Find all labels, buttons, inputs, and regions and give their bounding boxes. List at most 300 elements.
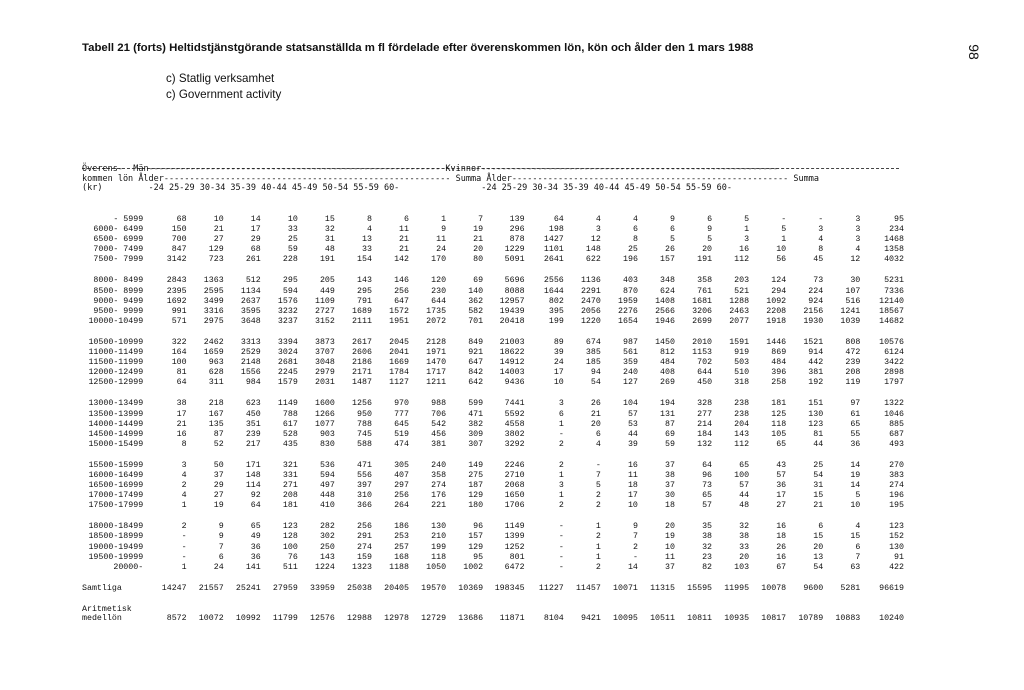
men-cell: 1077 <box>314 419 335 429</box>
men-cell: 8572 <box>166 614 187 624</box>
row-label: medellön <box>82 614 122 624</box>
men-cell: 180 <box>468 501 484 511</box>
women-cell: 82 <box>702 562 713 572</box>
women-cell: 4 <box>595 215 601 224</box>
men-cell: 4 <box>181 491 187 501</box>
men-sum-cell: 8088 <box>504 286 525 296</box>
women-cell: 1092 <box>766 296 787 306</box>
men-cell: 129 <box>468 542 484 552</box>
women-cell: 5 <box>855 491 861 501</box>
men-cell: 302 <box>319 532 335 542</box>
women-sum-cell: 270 <box>889 460 904 470</box>
women-cell: 73 <box>702 481 713 491</box>
men-cell: 10992 <box>235 614 261 624</box>
women-cell: 1 <box>781 235 787 245</box>
men-cell: 275 <box>468 470 484 480</box>
women-cell: 65 <box>776 439 787 449</box>
men-cell: 449 <box>319 286 335 296</box>
women-cell: 1644 <box>543 286 564 296</box>
row-label: 11000-11499 <box>88 348 144 358</box>
women-cell: 96 <box>702 470 713 480</box>
row-label: 8500- 8999 <box>93 286 144 296</box>
women-cell: 148 <box>585 245 601 255</box>
men-cell: 10 <box>213 215 224 224</box>
men-cell: 471 <box>357 460 372 470</box>
women-sum-cell: 6124 <box>884 348 904 358</box>
men-cell: 628 <box>208 368 224 378</box>
men-cell: 65 <box>250 522 261 532</box>
men-cell: 599 <box>468 399 484 409</box>
women-sum-cell: 5231 <box>884 276 904 286</box>
men-cell: 1002 <box>463 562 484 572</box>
men-cell: 17 <box>250 225 261 235</box>
women-cell: 395 <box>548 306 564 316</box>
men-sum-cell: 6472 <box>504 562 525 572</box>
women-sum-cell: 14682 <box>879 316 904 326</box>
women-cell: 3 <box>855 235 861 245</box>
men-cell: 3142 <box>166 255 187 265</box>
women-cell: 57 <box>702 501 713 511</box>
men-cell: 210 <box>431 532 447 542</box>
men-cell: 19 <box>473 225 484 235</box>
table-spacer <box>82 450 904 461</box>
women-cell: 25 <box>627 245 638 255</box>
men-cell: 250 <box>319 542 335 552</box>
women-cell: 1 <box>558 419 564 429</box>
men-cell: 2045 <box>389 337 410 347</box>
subtitle-swedish: c) Statlig verksamhet <box>166 72 275 85</box>
women-cell: 44 <box>739 491 750 501</box>
women-cell: 484 <box>660 358 675 368</box>
men-cell: 1211 <box>426 378 447 388</box>
women-cell: 4 <box>855 522 861 532</box>
women-cell: 38 <box>665 470 675 480</box>
men-cell: 135 <box>208 419 224 429</box>
table-row <box>82 378 904 388</box>
table-spacer <box>82 327 904 338</box>
women-cell: 55 <box>850 429 861 439</box>
women-cell: 17 <box>776 491 787 501</box>
men-sum-cell: 1229 <box>504 245 525 255</box>
table-row <box>82 430 904 440</box>
women-cell: 403 <box>622 276 638 286</box>
men-cell: 2681 <box>277 358 298 368</box>
women-cell: 59 <box>665 439 675 449</box>
women-sum-cell: 10240 <box>879 614 904 624</box>
men-cell: 3048 <box>314 358 335 368</box>
row-label: 19500-19999 <box>88 552 144 562</box>
women-cell: 9421 <box>580 614 601 624</box>
men-cell: 142 <box>394 255 410 265</box>
women-cell: 208 <box>845 368 861 378</box>
row-label: 15500-15999 <box>88 460 144 470</box>
women-sum-cell: 152 <box>889 532 904 542</box>
men-cell: 309 <box>468 429 484 439</box>
women-cell: - <box>558 562 564 572</box>
men-sum-cell: 1650 <box>504 491 525 501</box>
row-label: 13500-13999 <box>88 409 144 419</box>
men-cell: 170 <box>431 255 447 265</box>
table-row <box>82 307 904 317</box>
men-cell: 11799 <box>272 614 298 624</box>
women-cell: 131 <box>660 409 675 419</box>
men-cell: 59 <box>287 245 298 255</box>
women-cell: 10 <box>627 501 638 511</box>
women-cell: 1288 <box>729 296 750 306</box>
men-cell: 970 <box>394 399 410 409</box>
women-cell: 103 <box>734 562 750 572</box>
men-cell: 80 <box>473 255 484 265</box>
men-cell: 3 <box>181 460 187 470</box>
men-cell: 1 <box>181 501 187 511</box>
men-cell: 1224 <box>314 562 335 572</box>
women-cell: 10811 <box>687 614 713 624</box>
women-cell: 516 <box>845 296 861 306</box>
table-row <box>82 471 904 481</box>
women-cell: 396 <box>771 368 787 378</box>
men-cell: 647 <box>394 296 410 306</box>
women-cell: 11315 <box>650 583 675 593</box>
women-cell: 503 <box>734 358 750 368</box>
men-cell: 1572 <box>389 306 410 316</box>
women-cell: 6 <box>595 429 601 439</box>
women-cell: 31 <box>813 481 824 491</box>
women-cell: 26 <box>590 399 601 409</box>
row-label: 20000- <box>113 562 144 572</box>
women-cell: 130 <box>808 409 824 419</box>
men-cell: 33 <box>287 225 298 235</box>
men-cell: 12729 <box>421 614 447 624</box>
men-sum-cell: 9436 <box>504 378 525 388</box>
women-cell: 38 <box>739 532 750 542</box>
table-spacer <box>82 594 904 605</box>
men-cell: 1127 <box>389 378 410 388</box>
men-cell: 991 <box>171 306 187 316</box>
men-cell: 143 <box>319 552 335 562</box>
men-cell: 130 <box>431 522 447 532</box>
men-sum-cell: 296 <box>509 225 525 235</box>
men-cell: 310 <box>357 491 372 501</box>
women-cell: 240 <box>622 368 638 378</box>
women-cell: 1 <box>595 542 601 552</box>
men-cell: 128 <box>282 532 298 542</box>
men-sum-cell: 3292 <box>504 439 525 449</box>
men-cell: 3316 <box>203 306 224 316</box>
men-cell: 2128 <box>426 337 447 347</box>
women-cell: 45 <box>813 255 824 265</box>
men-cell: 1659 <box>203 348 224 358</box>
men-cell: 1266 <box>314 409 335 419</box>
women-cell: 919 <box>734 348 750 358</box>
women-cell: 224 <box>808 286 824 296</box>
men-cell: 37 <box>213 470 224 480</box>
men-cell: 307 <box>468 439 484 449</box>
men-cell: 68 <box>250 245 261 255</box>
women-cell: 204 <box>734 419 750 429</box>
men-sum-cell: 19439 <box>499 306 525 316</box>
women-cell: 23 <box>702 552 713 562</box>
table-row <box>82 297 904 307</box>
women-cell: 39 <box>553 348 564 358</box>
table-row <box>82 225 904 235</box>
men-sum-cell: 18622 <box>499 348 525 358</box>
men-cell: 407 <box>394 470 410 480</box>
men-cell: 2462 <box>203 337 224 347</box>
table-row <box>82 276 904 286</box>
women-cell: 63 <box>850 562 861 572</box>
header-women: Kvinnor <box>445 164 482 174</box>
women-sum-cell: 1358 <box>884 245 904 255</box>
women-sum-cell: 7336 <box>884 286 904 296</box>
men-cell: 2 <box>181 522 187 532</box>
women-cell: 1591 <box>729 337 750 347</box>
header-agreed-salary: Överens- <box>82 164 123 174</box>
men-cell: 321 <box>282 460 298 470</box>
women-cell: 87 <box>665 419 675 429</box>
women-cell: 2 <box>595 562 601 572</box>
women-cell: 37 <box>665 481 675 491</box>
women-sum-cell: 422 <box>889 562 904 572</box>
men-cell: 410 <box>319 501 335 511</box>
women-cell: 4 <box>855 245 861 255</box>
women-cell: 30 <box>850 276 861 286</box>
men-cell: 68 <box>176 215 187 224</box>
women-cell: - <box>595 460 601 470</box>
women-cell: 214 <box>697 419 713 429</box>
women-cell: 2 <box>558 501 564 511</box>
women-cell: 16 <box>776 552 787 562</box>
men-cell: 456 <box>431 429 447 439</box>
men-sum-cell: 801 <box>509 552 525 562</box>
women-cell: 1427 <box>543 235 564 245</box>
men-cell: 11 <box>436 235 447 245</box>
women-cell: 196 <box>622 255 638 265</box>
women-cell: 37 <box>665 460 675 470</box>
women-cell: 125 <box>771 409 787 419</box>
women-cell: 67 <box>776 562 787 572</box>
men-cell: 253 <box>394 532 410 542</box>
men-cell: 33 <box>361 245 372 255</box>
men-cell: 256 <box>394 491 410 501</box>
men-cell: 120 <box>431 276 447 286</box>
men-cell: 295 <box>282 276 298 286</box>
women-cell: 1918 <box>766 316 787 326</box>
men-cell: 19570 <box>421 583 447 593</box>
men-cell: 187 <box>468 481 484 491</box>
women-cell: 18 <box>627 481 638 491</box>
women-cell: 10 <box>776 245 787 255</box>
women-cell: 9600 <box>803 583 824 593</box>
women-cell: 12 <box>590 235 601 245</box>
women-sum-cell: 18567 <box>879 306 904 316</box>
women-cell: 14 <box>850 481 861 491</box>
men-cell: 12576 <box>309 614 335 624</box>
men-cell: 1256 <box>352 399 372 409</box>
women-cell: 199 <box>548 316 564 326</box>
women-cell: 104 <box>622 399 638 409</box>
men-sum-cell: 7441 <box>504 399 525 409</box>
men-cell: 64 <box>250 501 261 511</box>
men-cell: 118 <box>431 552 447 562</box>
men-cell: 450 <box>245 409 261 419</box>
women-cell: 100 <box>734 470 750 480</box>
women-cell: 20 <box>702 245 713 255</box>
men-cell: 1735 <box>426 306 447 316</box>
row-label: 16500-16999 <box>88 481 144 491</box>
women-cell: 19 <box>850 470 861 480</box>
women-cell: 1241 <box>840 306 861 316</box>
table-row <box>82 532 904 542</box>
women-cell: 16 <box>739 245 750 255</box>
women-cell: 65 <box>739 460 750 470</box>
women-cell: 238 <box>734 409 750 419</box>
women-cell: 294 <box>771 286 787 296</box>
women-cell: 30 <box>665 491 675 501</box>
women-cell: 1446 <box>766 337 787 347</box>
header-men: Män <box>133 164 149 174</box>
women-sum-cell: 123 <box>889 522 904 532</box>
women-cell: 472 <box>845 348 861 358</box>
women-cell: 2077 <box>729 316 750 326</box>
women-cell: 1039 <box>840 316 861 326</box>
men-cell: 14 <box>250 215 261 224</box>
women-sum-cell: 493 <box>889 439 904 449</box>
men-cell: 228 <box>282 255 298 265</box>
men-sum-cell: 3802 <box>504 429 525 439</box>
men-sum-cell: 5696 <box>504 276 525 286</box>
men-cell: 8 <box>366 215 372 224</box>
women-cell: 203 <box>734 276 750 286</box>
women-cell: - <box>818 215 824 224</box>
women-cell: 9 <box>632 522 638 532</box>
men-cell: 381 <box>431 439 447 449</box>
women-cell: 10095 <box>613 614 638 624</box>
women-cell: 1959 <box>618 296 638 306</box>
women-sum-cell: 2898 <box>884 368 904 378</box>
women-cell: 12 <box>850 255 861 265</box>
women-cell: 94 <box>590 368 601 378</box>
men-cell: 29 <box>213 481 224 491</box>
table-spacer <box>82 388 904 399</box>
men-cell: 556 <box>357 470 372 480</box>
women-cell: 2156 <box>803 306 824 316</box>
row-label: 16000-16499 <box>88 470 144 480</box>
women-sum-cell: 1468 <box>884 235 904 245</box>
row-label: 8000- 8499 <box>93 276 144 286</box>
men-cell: 571 <box>171 316 187 326</box>
men-cell: 3499 <box>203 296 224 306</box>
women-cell: 6 <box>670 225 675 235</box>
women-cell: 10511 <box>650 614 675 624</box>
men-cell: 76 <box>287 552 298 562</box>
women-sum-cell: 95 <box>894 215 904 224</box>
women-cell: 105 <box>771 429 787 439</box>
women-cell: - <box>558 542 564 552</box>
men-cell: 95 <box>473 552 484 562</box>
men-cell: 221 <box>431 501 447 511</box>
subtitle-english: c) Government activity <box>166 88 282 101</box>
men-cell: 435 <box>282 439 298 449</box>
men-cell: 903 <box>319 429 335 439</box>
men-cell: 239 <box>245 429 261 439</box>
table-row <box>82 358 904 368</box>
men-cell: 81 <box>176 368 187 378</box>
women-cell: 119 <box>845 378 861 388</box>
women-cell: 408 <box>660 368 675 378</box>
table-title: Tabell 21 (forts) Heltidstjänstgörande statsanställda m fl fördelade efter överenskommen lön, kön och ålder den 1 mars 1988 <box>82 42 754 54</box>
men-cell: 154 <box>357 255 372 265</box>
men-cell: 123 <box>282 522 298 532</box>
women-cell: 4 <box>818 235 824 245</box>
men-cell: 8 <box>181 439 187 449</box>
men-cell: 512 <box>245 276 261 286</box>
women-cell: 11227 <box>538 583 564 593</box>
men-cell: 140 <box>468 286 484 296</box>
men-cell: 582 <box>468 306 484 316</box>
men-cell: 1692 <box>166 296 187 306</box>
women-cell: 2641 <box>543 255 564 265</box>
men-cell: 777 <box>394 409 410 419</box>
men-cell: 148 <box>245 470 261 480</box>
table-row <box>82 553 904 563</box>
men-cell: 27959 <box>272 583 298 593</box>
men-cell: 176 <box>431 491 447 501</box>
men-cell: 274 <box>431 481 447 491</box>
men-cell: 1576 <box>277 296 298 306</box>
women-cell: 622 <box>585 255 601 265</box>
men-cell: - <box>181 552 187 562</box>
women-cell: 21 <box>813 501 824 511</box>
women-cell: 3 <box>818 225 824 235</box>
women-cell: 3 <box>558 399 564 409</box>
men-cell: 25038 <box>347 583 372 593</box>
women-cell: 318 <box>734 378 750 388</box>
women-cell: 191 <box>697 255 713 265</box>
men-cell: 2606 <box>352 348 372 358</box>
men-cell: 623 <box>245 399 261 409</box>
men-sum-cell: 2246 <box>504 460 525 470</box>
women-sum-cell: 10576 <box>879 337 904 347</box>
women-cell: 4 <box>632 215 638 224</box>
men-sum-cell: 1399 <box>504 532 525 542</box>
men-cell: 1487 <box>352 378 372 388</box>
men-cell: 984 <box>245 378 261 388</box>
men-cell: 205 <box>319 276 335 286</box>
women-cell: 1220 <box>580 316 601 326</box>
row-label: 11500-11999 <box>88 358 144 368</box>
men-cell: 129 <box>208 245 224 255</box>
women-cell: 644 <box>697 368 713 378</box>
women-cell: 10789 <box>798 614 824 624</box>
men-sum-cell: 198345 <box>494 583 525 593</box>
men-cell: 13686 <box>458 614 484 624</box>
men-cell: 33959 <box>309 583 335 593</box>
men-cell: 14247 <box>161 583 187 593</box>
men-cell: 87 <box>213 429 224 439</box>
women-cell: 3 <box>744 235 750 245</box>
men-cell: 21 <box>176 419 187 429</box>
salary-distribution-table <box>82 215 904 624</box>
men-cell: 49 <box>250 532 261 542</box>
table-row <box>82 481 904 491</box>
men-sum-cell: 4558 <box>504 419 525 429</box>
men-cell: 92 <box>250 491 261 501</box>
women-cell: 10 <box>665 542 675 552</box>
women-cell: 15 <box>813 491 824 501</box>
women-sum-cell: 130 <box>889 542 904 552</box>
men-cell: 1470 <box>426 358 447 368</box>
men-cell: 830 <box>319 439 335 449</box>
